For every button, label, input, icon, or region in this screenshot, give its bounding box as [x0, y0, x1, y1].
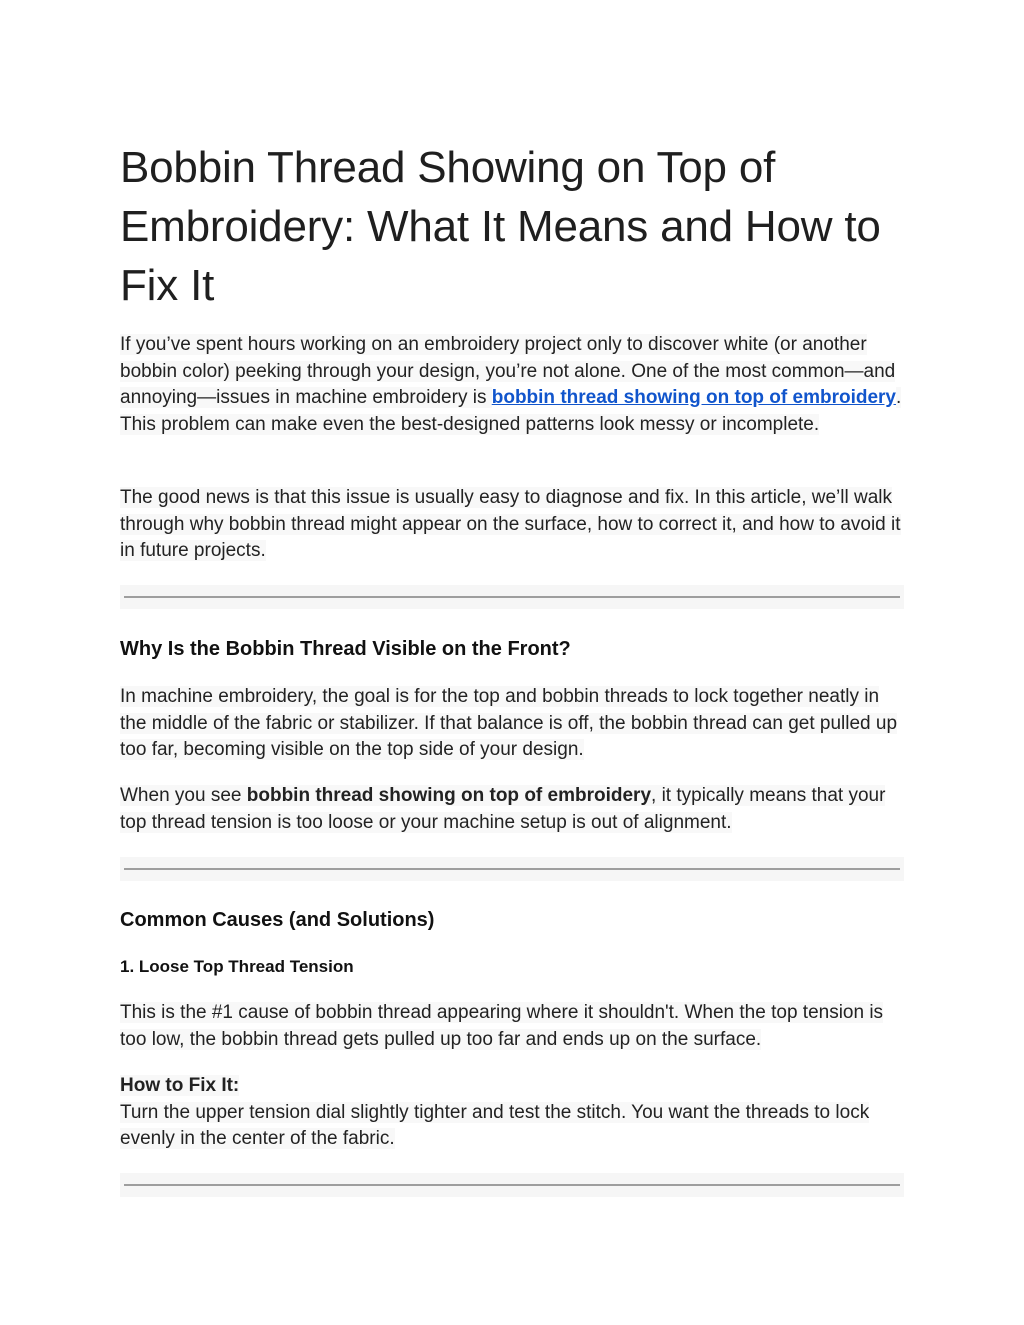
how-to-fix-block — [120, 1073, 904, 1153]
section1-paragraph-2 — [120, 783, 904, 836]
how-to-fix-text: Turn the upper tension dial slightly tighter and test the stitch. You want the threads to lock evenly in the center of the fabric. — [120, 1101, 870, 1149]
section1-heading: Why Is the Bobbin Thread Visible on the Front? — [120, 638, 571, 660]
divider-line — [124, 868, 900, 870]
section1-paragraph-1 — [120, 684, 904, 764]
section1-p2-bold: bobbin thread showing on top of embroidery — [246, 785, 652, 806]
section2-paragraph-1-text: This is the #1 cause of bobbin thread appearing where it shouldn't. When the top tension is too low, the bobbin thread gets pulled up too far and ends up on the surface. — [120, 1002, 884, 1050]
section1-p2-end: , it typically means that your top thread tension is too loose or your machine setup is out of alignment. — [120, 785, 886, 833]
section2-paragraph-1 — [120, 1000, 904, 1053]
section-divider-2 — [120, 857, 904, 881]
section-divider-1 — [120, 585, 904, 609]
intro-paragraph-2 — [120, 485, 904, 565]
section1-paragraph-1-text: In machine embroidery, the goal is for the top and bobbin threads to lock together neatly in the middle of the fabric or stabilizer. If that balance is off, the bobbin thread can get pulled up too far, becoming visible on the top side of your design. — [120, 686, 898, 760]
bobbin-thread-link[interactable]: bobbin thread showing on top of embroidery — [491, 387, 896, 408]
article-title: Bobbin Thread Showing on Top of Embroidery: What It Means and How to Fix It — [120, 143, 881, 310]
section-divider-3 — [120, 1173, 904, 1197]
section2-heading: Common Causes (and Solutions) — [120, 909, 435, 931]
section1-p2-start: When you see — [120, 785, 247, 806]
divider-line — [124, 1184, 900, 1186]
intro-text-end: . This problem can make even the best-designed patterns look messy or incomplete. — [120, 387, 902, 435]
divider-line — [124, 596, 900, 598]
intro-paragraph-1 — [120, 332, 904, 438]
intro-text-start: If you’ve spent hours working on an embroidery project only to discover white (or another bobbin color) peeking through your design, you’re not alone. One of the most common—and annoying—issues in machine embroidery is — [120, 334, 896, 408]
intro-paragraph-2-text: The good news is that this issue is usually easy to diagnose and fix. In this article, we’ll walk through why bobbin thread might appear on the surface, how to correct it, and how to avoid it in future projects. — [120, 487, 901, 561]
how-to-fix-label: How to Fix It: — [120, 1075, 240, 1096]
subheading-loose-tension: 1. Loose Top Thread Tension — [120, 957, 354, 976]
